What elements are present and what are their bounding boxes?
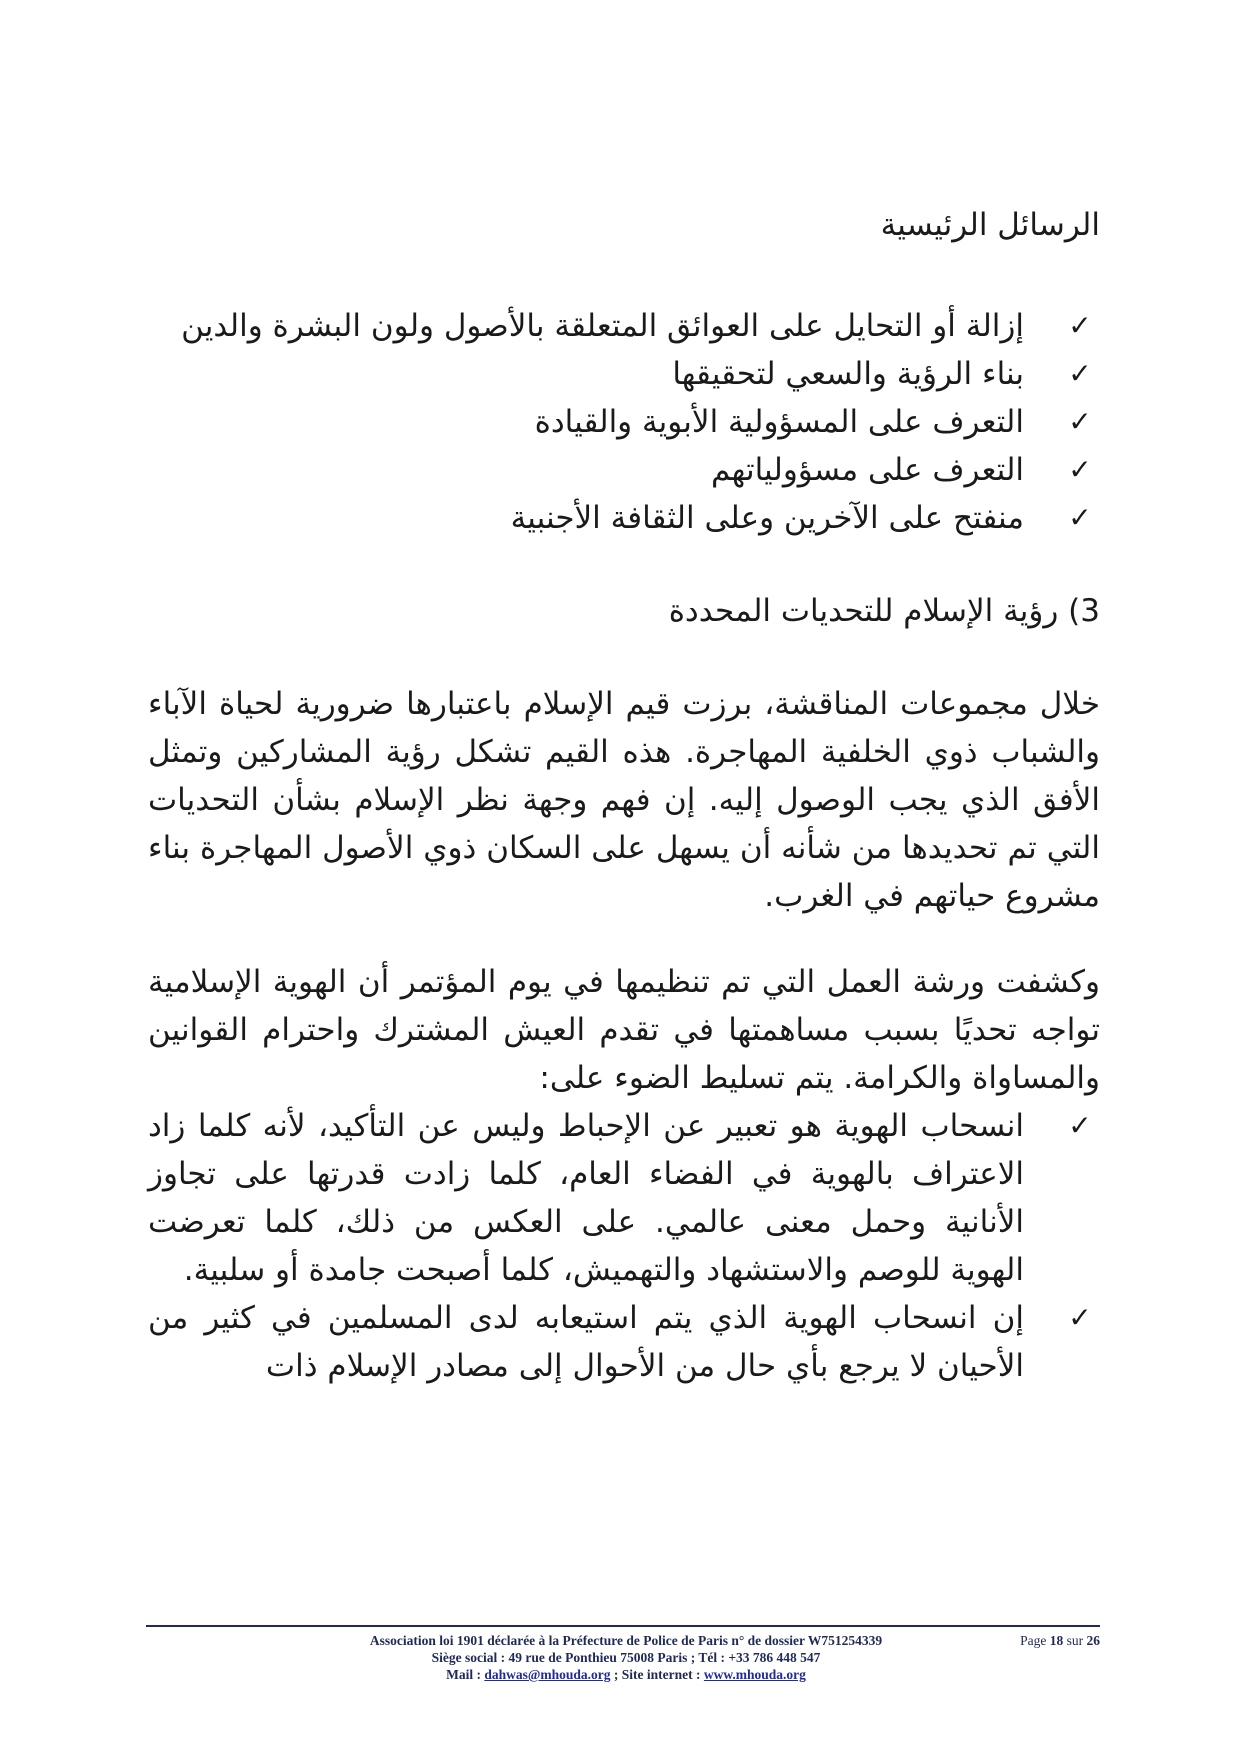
checkmark-icon: ✓: [1068, 1301, 1092, 1334]
footer-association-line: Association loi 1901 déclarée à la Préfecture de Police de Paris n° de dossier W751254339: [369, 1633, 883, 1648]
paragraph-workshop: وكشفت ورشة العمل التي تم تنظيمها في يوم المؤتمر أن الهوية الإسلامية تواجه تحديًا بسبب مساهمتها في تقدم العيش المشترك واحترام القوانين والمساواة والكرامة. يتم تسليط الضوء على:: [148, 964, 1100, 1096]
list-item: [148, 1102, 1100, 1294]
list-item-text: التعرف على المسؤولية الأبوية والقيادة: [534, 404, 1024, 440]
footer-divider: [146, 1625, 1100, 1627]
checkmark-icon: ✓: [1068, 1109, 1092, 1142]
website-link[interactable]: www.mhouda.org: [703, 1667, 806, 1682]
list-item-text: إزالة أو التحايل على العوائق المتعلقة بالأصول ولون البشرة والدين: [181, 308, 1024, 344]
list-item-text: بناء الرؤية والسعي لتحقيقها: [672, 356, 1024, 392]
page-current: 18: [1049, 1633, 1064, 1648]
page-total: 26: [1086, 1633, 1100, 1648]
footer-address-line: Siège social : 49 rue de Ponthieu 75008 Paris ; Tél : +33 786 448 547: [431, 1650, 821, 1665]
list-item-text: التعرف على مسؤولياتهم: [711, 452, 1024, 488]
list-item: [148, 494, 1100, 542]
list-item-text: انسحاب الهوية هو تعبير عن الإحباط وليس عن التأكيد، لأنه كلما زاد الاعتراف بالهوية في الفضاء العام، كلما زادت قدرتها على تجاوز الأنانية وحمل معنى عالمي. على العكس من ذلك، كلما تعرضت الهوية للوصم والاستشهاد والتهميش، كلما أصبحت جامدة أو سلبية.: [148, 1108, 1024, 1288]
list-item: [148, 350, 1100, 398]
checkmark-icon: ✓: [1068, 309, 1092, 342]
paragraph-islam-values: خلال مجموعات المناقشة، برزت قيم الإسلام باعتبارها ضرورية لحياة الآباء والشباب ذوي الخلفية المهاجرة. هذه القيم تشكل رؤية المشاركين وتمثل الأفق الذي يجب الوصول إليه. إن فهم وجهة نظر الإسلام بشأن التحديات التي تم تحديدها من شأنه أن يسهل على السكان ذوي الأصول المهاجرة بناء مشروع حياتهم في الغرب.: [148, 686, 1100, 914]
page-number: [1020, 1632, 1100, 1649]
footer: [146, 1632, 1100, 1683]
page-label: Page: [1020, 1633, 1047, 1648]
list-item: [148, 302, 1100, 350]
list-item-text: منفتح على الآخرين وعلى الثقافة الأجنبية: [510, 500, 1024, 536]
list-item-text: إن انسحاب الهوية الذي يتم استيعابه لدى المسلمين في كثير من الأحيان لا يرجع بأي حال من الأحوال إلى مصادر الإسلام ذات: [148, 1300, 1024, 1384]
mail-label: Mail :: [446, 1667, 481, 1682]
checkmark-icon: ✓: [1068, 405, 1092, 438]
list-item: [148, 446, 1100, 494]
section-heading: 3) رؤية الإسلام للتحديات المحددة: [668, 593, 1100, 629]
list-item: [148, 398, 1100, 446]
key-messages-heading: الرسائل الرئيسية: [880, 207, 1100, 243]
checkmark-icon: ✓: [1068, 357, 1092, 390]
page-body: [148, 200, 1100, 1390]
footer-contact-line: [246, 1666, 1006, 1683]
site-label: ; Site internet :: [613, 1667, 701, 1682]
mail-link[interactable]: dahwas@mhouda.org: [484, 1667, 611, 1682]
checkmark-icon: ✓: [1068, 453, 1092, 486]
list-item: [148, 1294, 1100, 1390]
checkmark-icon: ✓: [1068, 501, 1092, 534]
key-messages-list: [148, 302, 1100, 542]
page-separator: sur: [1066, 1633, 1084, 1648]
highlights-list: [148, 1102, 1100, 1390]
